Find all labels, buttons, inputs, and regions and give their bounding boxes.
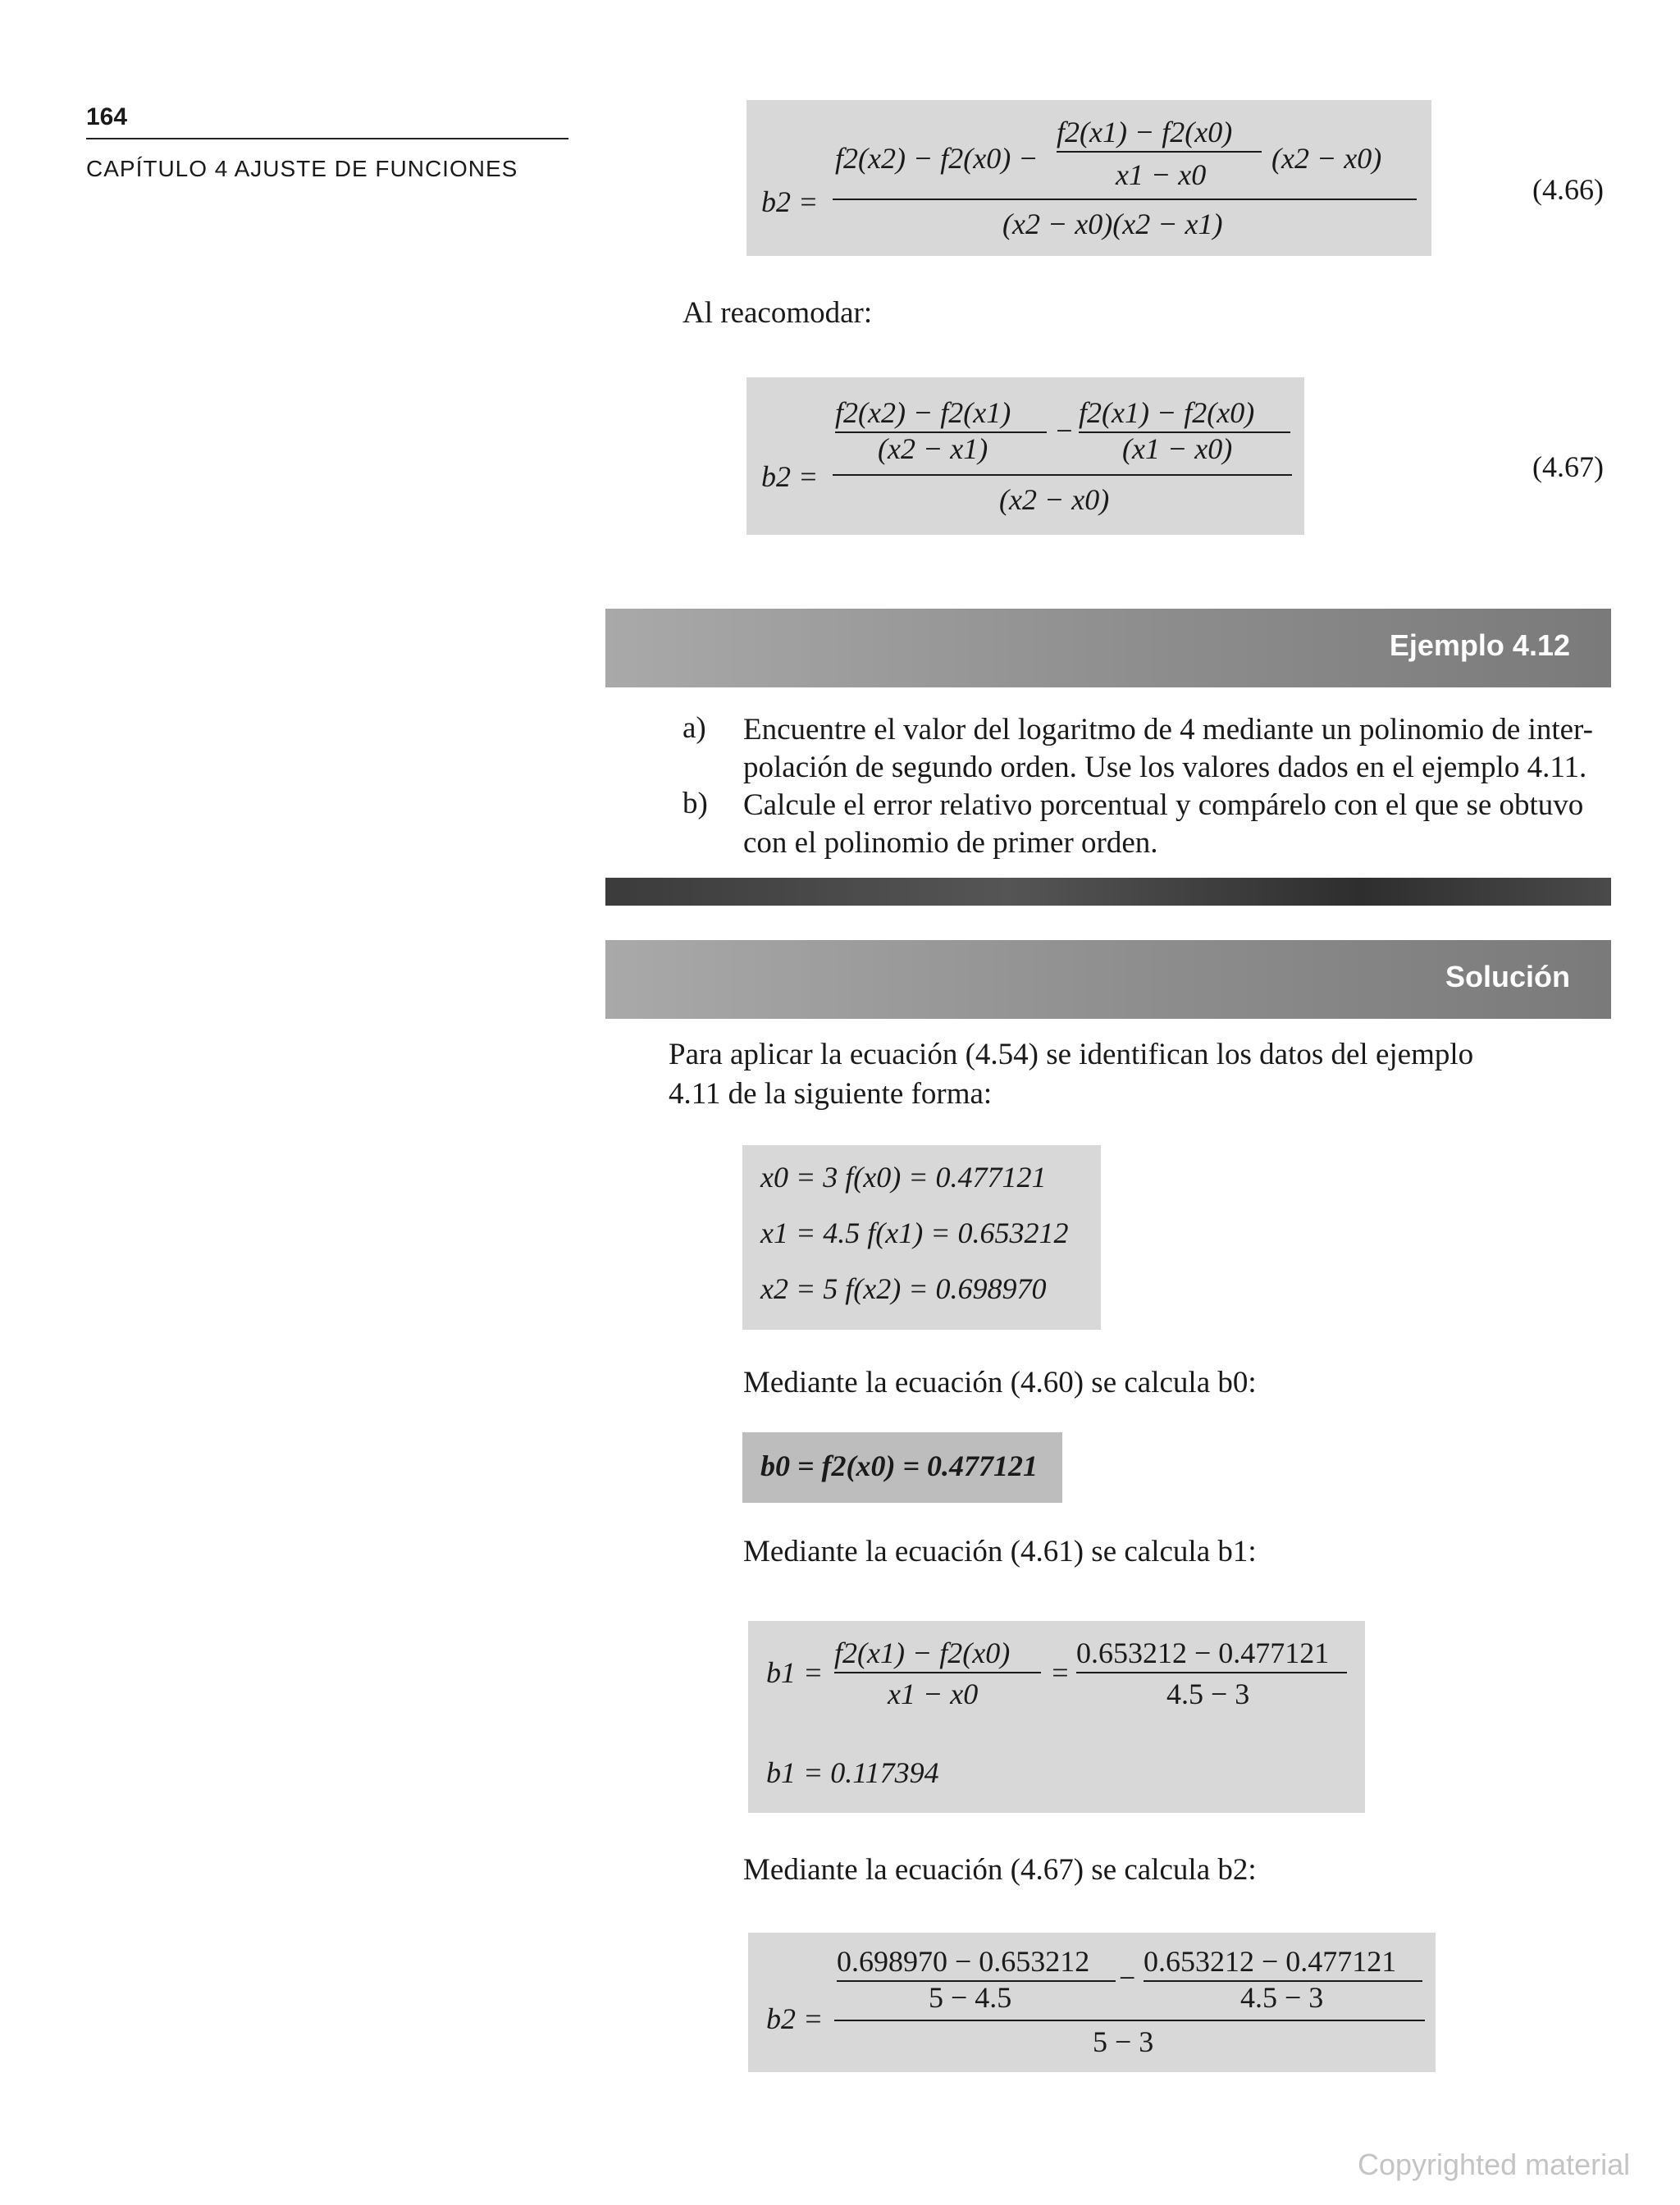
rearrange-text: Al reacomodar: xyxy=(682,296,873,330)
b2-minus: − xyxy=(1119,1961,1136,1994)
b2-denominator: 5 − 3 xyxy=(1093,2025,1154,2058)
example-header-band xyxy=(605,609,1611,687)
eq467-a-denominator: (x2 − x1) xyxy=(878,432,988,465)
b1-numerator: f2(x1) − f2(x0) xyxy=(834,1637,1011,1669)
eq466-lhs: b2 = xyxy=(761,185,819,218)
data-row-x2: x2 = 5 f(x2) = 0.698970 xyxy=(760,1272,1047,1305)
b2-equation-box xyxy=(748,1933,1436,2072)
eq466-inner-tail: (x2 − x0) xyxy=(1271,142,1382,175)
example-item-a-label: a) xyxy=(682,711,706,745)
b0-equation-box xyxy=(742,1432,1062,1503)
eq466-main-fraction-line xyxy=(833,199,1417,200)
copyright-watermark: Copyrighted material xyxy=(1358,2148,1631,2181)
b2-lhs: b2 = xyxy=(766,2002,824,2035)
eq466-inner-fraction-line xyxy=(1057,151,1262,153)
example-item-b-label: b) xyxy=(682,787,708,820)
b1-numerator-values: 0.653212 − 0.477121 xyxy=(1076,1637,1330,1669)
eq467-lhs: b2 = xyxy=(761,460,819,493)
header-rule xyxy=(86,138,568,139)
example-end-bar xyxy=(605,878,1611,906)
solution-intro-line1: Para aplicar la ecuación (4.54) se identifican los datos del ejemplo xyxy=(669,1038,1474,1071)
b2-b-denominator: 4.5 − 3 xyxy=(1240,1981,1324,2014)
solution-intro-line2: 4.11 de la siguiente forma: xyxy=(669,1077,993,1111)
equation-4-67-box xyxy=(746,377,1304,535)
b1-denominator-values: 4.5 − 3 xyxy=(1166,1678,1250,1710)
equation-number-4-66: (4.66) xyxy=(1532,173,1604,206)
b0-equation: b0 = f2(x0) = 0.477121 xyxy=(760,1449,1038,1482)
eq467-b-denominator: (x1 − x0) xyxy=(1122,432,1233,465)
b2-main-line xyxy=(834,2020,1425,2021)
example-item-b-line2: con el polinomio de primer orden. xyxy=(743,826,1158,860)
b1-equals: = xyxy=(1050,1656,1071,1689)
eq466-inner-denominator: x1 − x0 xyxy=(1116,158,1207,191)
b2-b-numerator: 0.653212 − 0.477121 xyxy=(1144,1945,1397,1978)
eq466-denominator: (x2 − x0)(x2 − x1) xyxy=(1002,208,1223,240)
b1-lhs: b1 = xyxy=(766,1656,824,1689)
eq466-inner-numerator: f2(x1) − f2(x0) xyxy=(1057,116,1233,148)
data-row-x0: x0 = 3 f(x0) = 0.477121 xyxy=(760,1161,1047,1194)
eq467-b-numerator: f2(x1) − f2(x0) xyxy=(1079,396,1255,429)
eq466-numerator-left: f2(x2) − f2(x0) − xyxy=(835,142,1039,175)
example-item-a-line1: Encuentre el valor del logaritmo de 4 mediante un polinomio de inter- xyxy=(743,713,1593,746)
data-values-box xyxy=(742,1145,1101,1330)
b2-a-denominator: 5 − 4.5 xyxy=(929,1981,1012,2014)
page-number: 164 xyxy=(86,103,128,130)
b1-values-fraction-line xyxy=(1076,1672,1347,1673)
b1-equation-box xyxy=(748,1621,1365,1813)
b1-result: b1 = 0.117394 xyxy=(766,1756,939,1789)
eq467-a-numerator: f2(x2) − f2(x1) xyxy=(835,396,1011,429)
b1-denominator: x1 − x0 xyxy=(888,1678,979,1710)
example-item-a-line2: polación de segundo orden. Use los valores dados en el ejemplo 4.11. xyxy=(743,751,1587,784)
b2-intro-text: Mediante la ecuación (4.67) se calcula b2: xyxy=(743,1853,1257,1887)
equation-number-4-67: (4.67) xyxy=(1532,450,1604,483)
example-title: Ejemplo 4.12 xyxy=(1389,628,1570,662)
eq467-main-line xyxy=(833,474,1292,476)
chapter-title: CAPÍTULO 4 AJUSTE DE FUNCIONES xyxy=(86,156,518,181)
b0-intro-text: Mediante la ecuación (4.60) se calcula b0: xyxy=(743,1366,1257,1399)
eq467-denominator: (x2 − x0) xyxy=(999,483,1110,516)
eq467-minus: − xyxy=(1054,414,1075,447)
b1-fraction-line xyxy=(834,1672,1041,1673)
b1-intro-text: Mediante la ecuación (4.61) se calcula b1: xyxy=(743,1535,1257,1568)
example-item-b-line1: Calcule el error relativo porcentual y compárelo con el que se obtuvo xyxy=(743,788,1584,822)
solution-title: Solución xyxy=(1445,960,1570,993)
data-row-x1: x1 = 4.5 f(x1) = 0.653212 xyxy=(760,1217,1069,1249)
solution-header-band xyxy=(605,940,1611,1019)
equation-4-66-box xyxy=(746,100,1431,256)
b2-a-numerator: 0.698970 − 0.653212 xyxy=(837,1945,1090,1978)
